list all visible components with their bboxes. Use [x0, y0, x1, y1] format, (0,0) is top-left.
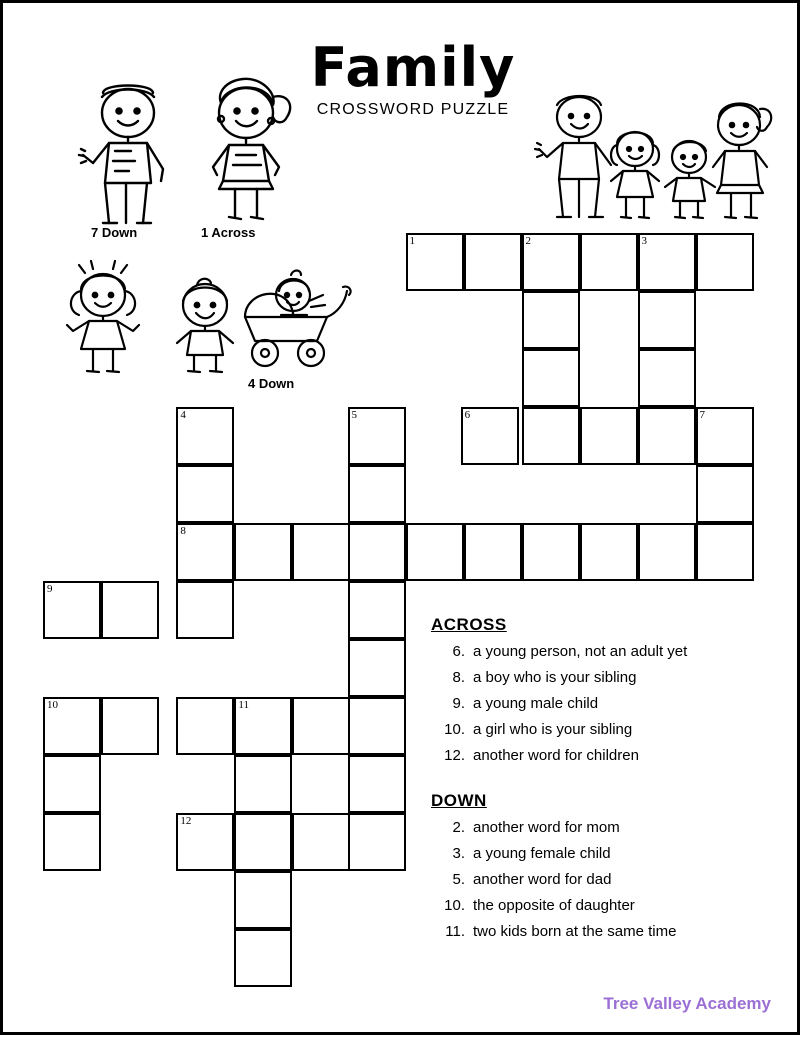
down-clue-item [431, 841, 781, 867]
crossword-cell[interactable] [176, 581, 234, 639]
cell-number: 8 [180, 525, 186, 537]
across-clue-list [431, 639, 781, 769]
down-clue-item [431, 815, 781, 841]
clue-text: another word for children [473, 747, 639, 764]
crossword-cell-4[interactable] [176, 407, 234, 465]
crossword-cell[interactable] [292, 523, 350, 581]
across-clue-item [431, 639, 781, 665]
cell-number: 3 [641, 235, 647, 247]
clue-text: another word for dad [473, 871, 612, 888]
crossword-cell[interactable] [580, 407, 638, 465]
crossword-cell[interactable] [464, 523, 522, 581]
figure-label-7-down: 7 Down [91, 225, 138, 240]
down-clue-item [431, 919, 781, 945]
down-heading: DOWN [431, 791, 487, 810]
clue-number: 9. [452, 695, 465, 712]
crossword-cell[interactable] [348, 465, 406, 523]
clue-text: a young person, not an adult yet [473, 643, 688, 660]
page-title: Family [310, 36, 516, 99]
crossword-cell[interactable] [638, 407, 696, 465]
crossword-cell[interactable] [234, 813, 292, 871]
crossword-cell[interactable] [580, 233, 638, 291]
crossword-cell[interactable] [348, 755, 406, 813]
clue-text: the opposite of daughter [473, 897, 635, 914]
crossword-cell-5[interactable] [348, 407, 406, 465]
boy-waving-illustration [69, 77, 187, 230]
crossword-cell[interactable] [522, 291, 580, 349]
clue-number: 5. [452, 871, 465, 888]
crossword-cell-12[interactable] [176, 813, 234, 871]
clue-number: 8. [452, 669, 465, 686]
clue-text: a young male child [473, 695, 599, 712]
crossword-cell-10[interactable] [43, 697, 101, 755]
cell-number: 12 [180, 815, 192, 827]
crossword-cell[interactable] [406, 523, 464, 581]
across-clue-item [431, 665, 781, 691]
crossword-cell[interactable] [638, 523, 696, 581]
cell-number: 10 [47, 699, 58, 711]
crossword-cell[interactable] [234, 929, 292, 987]
crossword-cell[interactable] [638, 349, 696, 407]
figure-label-4-down: 4 Down [248, 376, 295, 391]
clue-number: 10. [444, 897, 465, 914]
crossword-cell-2[interactable] [522, 233, 580, 291]
crossword-cell[interactable] [464, 233, 522, 291]
crossword-cell[interactable] [43, 813, 101, 871]
crossword-cell-11[interactable] [234, 697, 292, 755]
clue-number: 3. [452, 845, 465, 862]
crossword-cell[interactable] [348, 639, 406, 697]
clue-text: a boy who is your sibling [473, 669, 637, 686]
clue-number: 6. [452, 643, 465, 660]
crossword-cell[interactable] [522, 349, 580, 407]
crossword-cell-3[interactable] [638, 233, 696, 291]
crossword-cell-6[interactable] [461, 407, 519, 465]
crossword-cell[interactable] [522, 523, 580, 581]
crossword-cell[interactable] [234, 871, 292, 929]
crossword-cell[interactable] [101, 581, 159, 639]
crossword-cell[interactable] [696, 465, 754, 523]
cell-number: 9 [47, 583, 53, 595]
cell-number: 4 [180, 409, 186, 421]
across-clue-item [431, 691, 781, 717]
clue-number: 12. [444, 747, 465, 764]
title-block [273, 36, 553, 119]
crossword-cell[interactable] [101, 697, 159, 755]
site-credit: Tree Valley Academy [603, 994, 771, 1013]
clue-text: a girl who is your sibling [473, 721, 633, 738]
woman-standing-illustration [191, 71, 309, 228]
clue-text: a young female child [473, 845, 611, 862]
cell-number: 5 [351, 409, 357, 421]
crossword-cell[interactable] [292, 813, 350, 871]
cell-number: 11 [238, 699, 249, 711]
across-clue-item [431, 743, 781, 769]
across-clue-item [431, 717, 781, 743]
cell-number: 6 [464, 409, 471, 421]
crossword-cell-8[interactable] [176, 523, 234, 581]
cell-number: 1 [409, 235, 415, 247]
crossword-cell-9[interactable] [43, 581, 101, 639]
crossword-cell[interactable] [348, 813, 406, 871]
baby-in-stroller-illustration [231, 261, 355, 382]
page-subtitle: CROSSWORD PUZZLE [316, 101, 510, 118]
cell-number: 2 [525, 235, 531, 247]
figure-label-1-across: 1 Across [201, 225, 256, 240]
across-heading: ACROSS [431, 615, 507, 634]
clue-number: 2. [452, 819, 465, 836]
crossword-cell[interactable] [696, 233, 754, 291]
crossword-cell[interactable] [348, 581, 406, 639]
down-clue-list [431, 815, 781, 945]
crossword-cell[interactable] [43, 755, 101, 813]
crossword-cell-7[interactable] [696, 407, 754, 465]
clue-number: 11. [445, 923, 465, 940]
crossword-cell[interactable] [348, 697, 406, 755]
clue-text: two kids born at the same time [473, 923, 677, 940]
clue-text: another word for mom [473, 819, 620, 836]
crossword-cell[interactable] [234, 755, 292, 813]
family-group-illustration [527, 87, 773, 232]
down-clue-item [431, 867, 781, 893]
crossword-cell[interactable] [348, 523, 406, 581]
crossword-cell[interactable] [176, 697, 234, 755]
clues-section [431, 615, 781, 945]
crossword-cell[interactable] [580, 523, 638, 581]
down-clue-item [431, 893, 781, 919]
clue-number: 10. [444, 721, 465, 738]
crossword-cell[interactable] [234, 523, 292, 581]
crossword-cell-1[interactable] [406, 233, 464, 291]
crossword-cell[interactable] [522, 407, 580, 465]
crossword-cell[interactable] [696, 523, 754, 581]
crossword-cell[interactable] [292, 697, 350, 755]
cell-number: 7 [699, 409, 705, 421]
girl-with-pigtails-illustration [55, 257, 155, 382]
crossword-cell[interactable] [176, 465, 234, 523]
crossword-cell[interactable] [638, 291, 696, 349]
